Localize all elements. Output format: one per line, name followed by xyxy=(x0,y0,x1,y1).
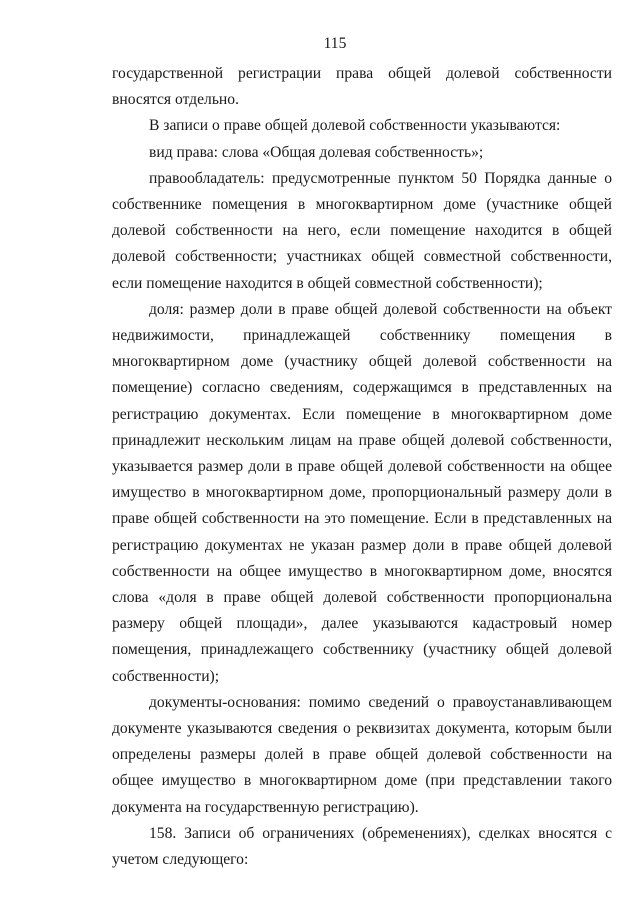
paragraph-item-158: 158. Записи об ограничениях (обременениях), сделках вносятся с учетом следующего: xyxy=(112,824,612,869)
paragraph-basis-documents: документы-основания: помимо сведений о правоустанавливающем документе указываются сведения о реквизитах документа, которым были определены размеры долей в праве общей долевой собственности на общее имущество в многоквартирном доме (при представлении такого документа на государственную регистрацию). xyxy=(112,693,612,816)
paragraph-share: доля: размер доли в праве общей долевой собственности на объект недвижимости, принадлежащей собственнику помещения в многоквартирном доме (участнику общей долевой собственности на помещение) согласно сведениям, содержащимся в представленных на регистрацию документах. Если помещение в многоквартирном доме принадлежит нескольким лицам на праве общей долевой собственности, указывается размер доли в праве общей долевой собственности на общее имущество в многоквартирном доме, пропорциональный размеру доли в праве общей собственности на это помещение. Если в представленных на регистрацию документах не указан размер доли в праве общей долевой собственности на общее имущество в многоквартирном доме, вносятся слова «доля в праве общей долевой собственности пропорциональна размеру общей площади», далее указываются кадастровый номер помещения, принадлежащего собственнику (участнику общей долевой собственности); xyxy=(112,300,612,685)
page-number: 115 xyxy=(323,35,347,52)
paragraph-right-holder: правообладатель: предусмотренные пунктом 50 Порядка данные о собственнике помещения в многоквартирном доме (участнике общей долевой собственности на него, если помещение находится в общей долевой собственности; участниках общей совместной собственности, если помещение находится в общей совместной собственности); xyxy=(112,169,612,292)
paragraph-continuation: государственной регистрации права общей долевой собственности вносятся отдельно. xyxy=(112,65,612,109)
paragraph-intro: В записи о праве общей долевой собственности указываются: xyxy=(149,117,561,135)
paragraph-right-type: вид права: слова «Общая долевая собственность»; xyxy=(149,143,484,161)
document-body xyxy=(112,61,612,873)
